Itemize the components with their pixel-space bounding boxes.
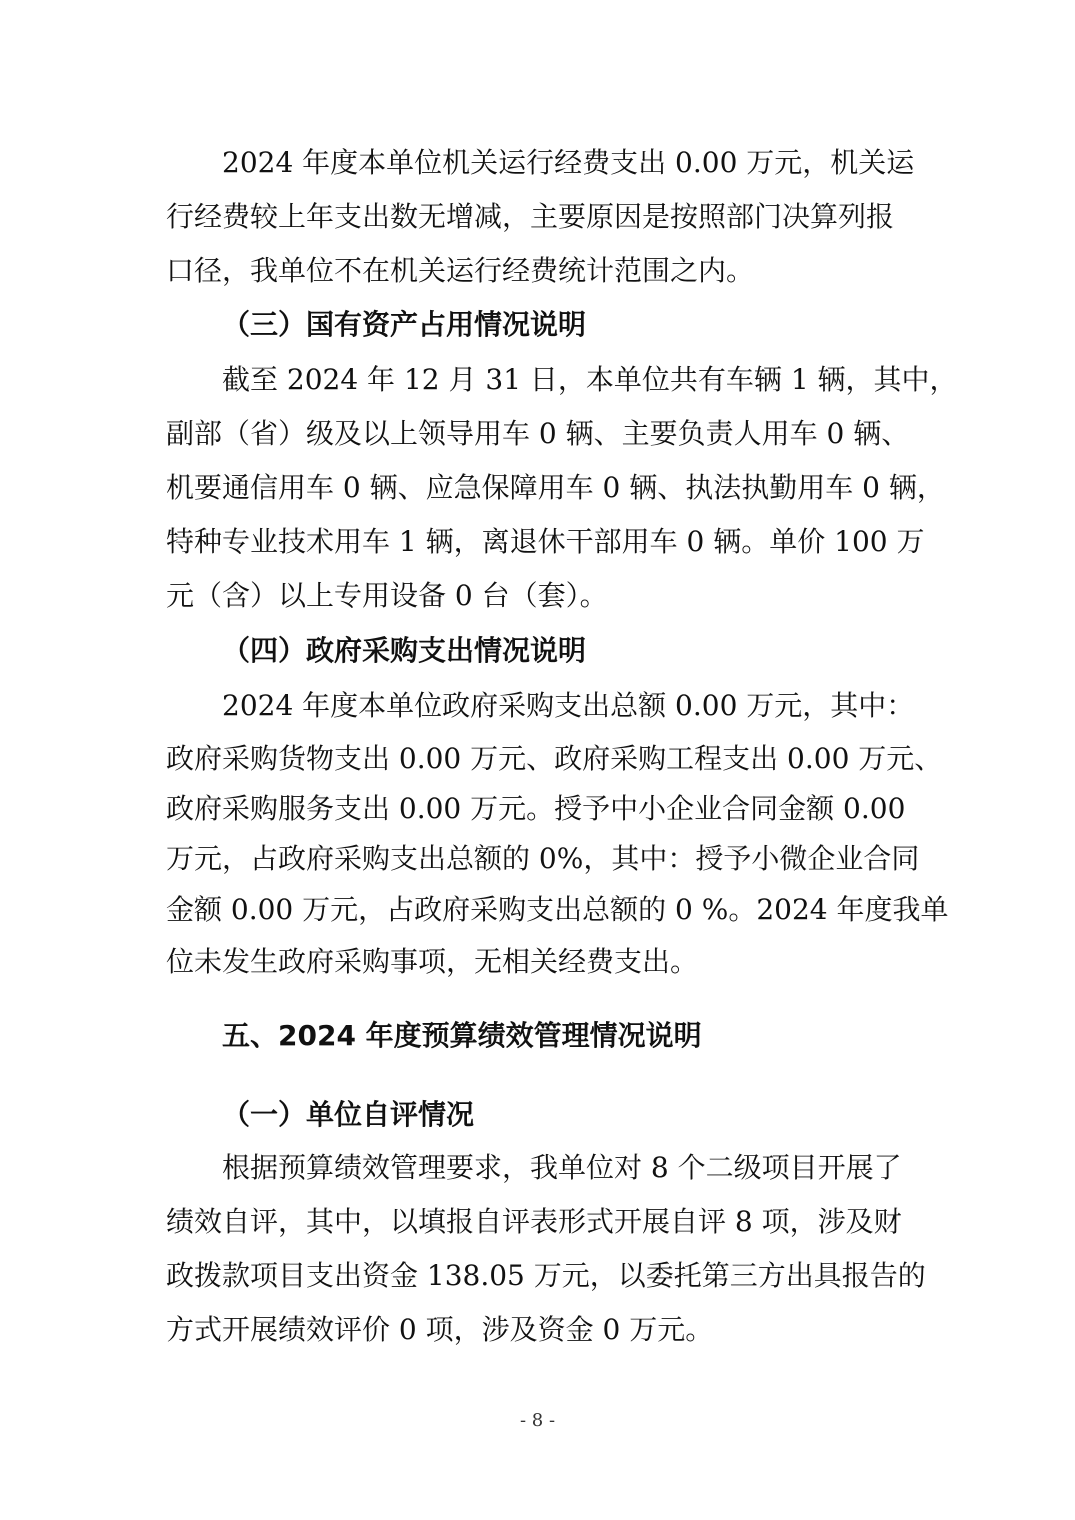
- text-line: 位未发生政府采购事项，无相关经费支出。: [166, 945, 699, 978]
- text-line: 金额 0.00 万元，占政府采购支出总额的 0 %。2024 年度我单: [166, 893, 949, 926]
- text-line: 2024 年度本单位机关运行经费支出 0.00 万元，机关运: [222, 146, 915, 179]
- paragraph-procurement: [166, 679, 949, 989]
- page-number: - 8 -: [519, 1410, 556, 1431]
- text-line: 方式开展绩效评价 0 项，涉及资金 0 万元。: [166, 1313, 714, 1346]
- text-line: 政府采购服务支出 0.00 万元。授予中小企业合同金额 0.00: [166, 792, 906, 825]
- text-line: 口径，我单位不在机关运行经费统计范围之内。: [166, 254, 755, 287]
- text-line: 元（含）以上专用设备 0 台（套）。: [166, 579, 608, 612]
- text-line: 2024 年度本单位政府采购支出总额 0.00 万元，其中：: [222, 689, 915, 722]
- heading-self-evaluation: （一）单位自评情况: [222, 1098, 475, 1131]
- text-line: 绩效自评，其中，以填报自评表形式开展自评 8 项，涉及财: [166, 1205, 902, 1238]
- heading-state-assets: （三）国有资产占用情况说明: [222, 308, 587, 341]
- text-line: 特种专业技术用车 1 辆，离退休干部用车 0 辆。单价 100 万: [166, 525, 925, 558]
- text-line: 机要通信用车 0 辆、应急保障用车 0 辆、执法执勤用车 0 辆，: [166, 471, 945, 504]
- paragraph-self-evaluation: [166, 1141, 926, 1357]
- heading-performance-management: 五、2024 年度预算绩效管理情况说明: [222, 1019, 702, 1052]
- text-line: 行经费较上年支出数无增减，主要原因是按照部门决算列报: [166, 200, 895, 233]
- text-line: 截至 2024 年 12 月 31 日，本单位共有车辆 1 辆，其中，: [222, 363, 958, 396]
- text-line: 根据预算绩效管理要求，我单位对 8 个二级项目开展了: [222, 1151, 902, 1184]
- text-line: 政府采购货物支出 0.00 万元、政府采购工程支出 0.00 万元、: [166, 742, 943, 775]
- text-line: 政拨款项目支出资金 138.05 万元，以委托第三方出具报告的: [166, 1259, 926, 1292]
- text-line: 副部（省）级及以上领导用车 0 辆、主要负责人用车 0 辆、: [166, 417, 910, 450]
- text-line: 万元，占政府采购支出总额的 0%，其中：授予小微企业合同: [166, 842, 920, 875]
- paragraph-operating-expenses: [166, 136, 916, 298]
- heading-procurement: （四）政府采购支出情况说明: [222, 634, 587, 667]
- paragraph-state-assets: [166, 353, 958, 623]
